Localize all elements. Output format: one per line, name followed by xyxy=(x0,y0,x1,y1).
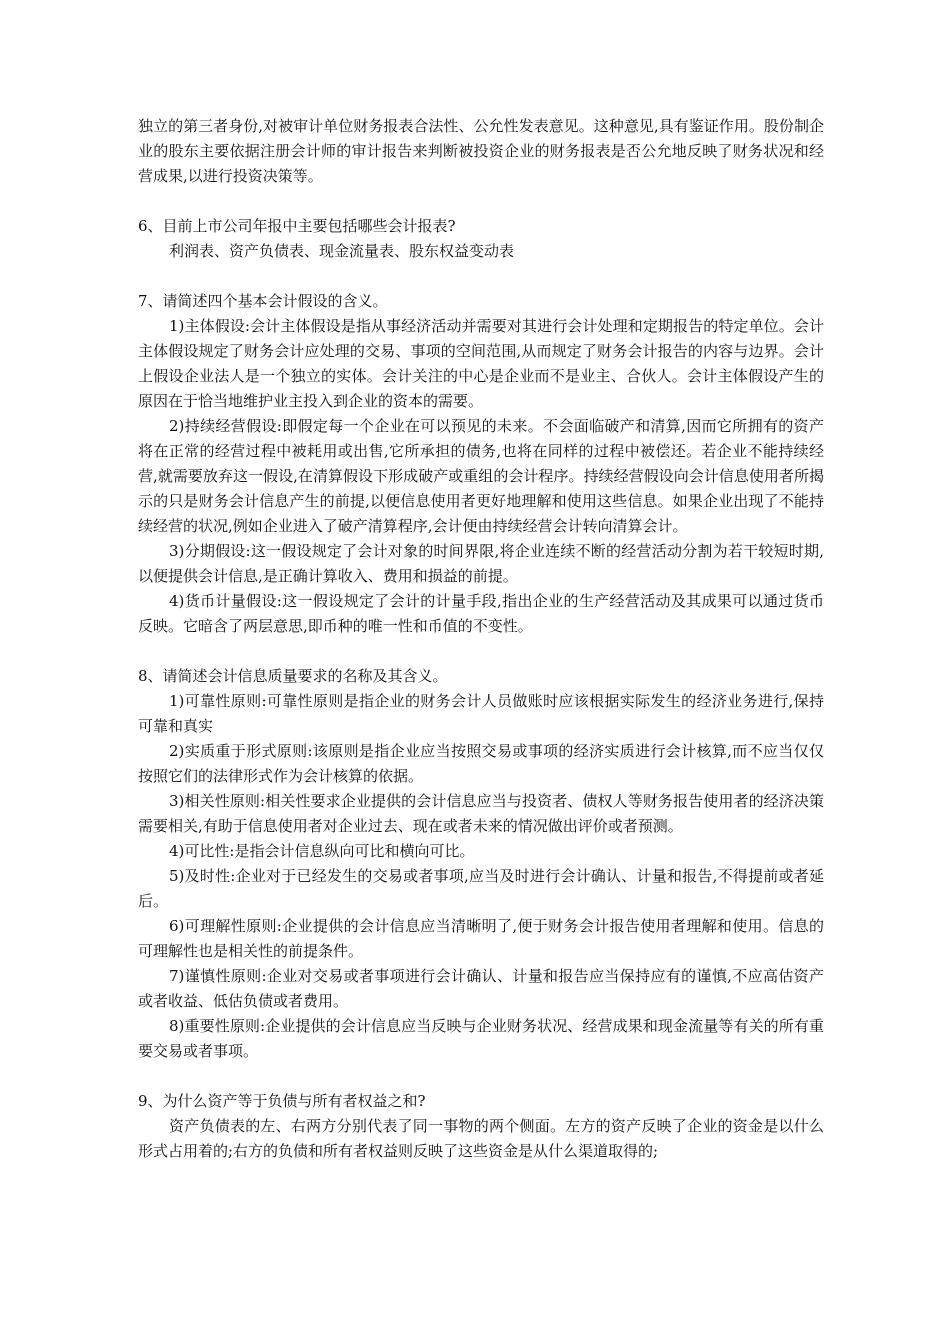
q8-item-reliability: 1)可靠性原则:可靠性原则是指企业的财务会计人员做账时应该根据实际发生的经济业务进行,保持可靠和真实 xyxy=(138,692,824,735)
q7-item-periodicity: 3)分期假设:这一假设规定了会计对象的时间界限,将企业连续不断的经营活动分割为若干较短时期,以便提供会计信息,是正确计算收入、费用和损益的前提。 xyxy=(138,542,824,585)
q7-item-subject: 1)主体假设:会计主体假设是指从事经济活动并需要对其进行会计处理和定期报告的特定单位。会计主体假设规定了财务会计应处理的交易、事项的空间范围,从而规定了财务会计报告的内容与边界。会计上假设企业法人是一个独立的实体。会计关注的中心是企业而不是业主、合伙人。会计主体假设产生的原因在于恰当地维护业主投入到企业的资本的需要。 xyxy=(138,317,824,410)
section-gap xyxy=(138,1064,824,1089)
q8-item-relevance: 3)相关性原则:相关性要求企业提供的会计信息应当与投资者、债权人等财务报告使用者的经济决策需要相关,有助于信息使用者对企业过去、现在或者未来的情况做出评价或者预测。 xyxy=(138,792,824,835)
q8-item-materiality: 8)重要性原则:企业提供的会计信息应当反映与企业财务状况、经营成果和现金流量等有关的所有重要交易或者事项。 xyxy=(138,1017,824,1060)
section-gap xyxy=(138,264,824,289)
section-gap xyxy=(138,639,824,664)
q8-item-substance: 2)实质重于形式原则:该原则是指企业应当按照交易或事项的经济实质进行会计核算,而不应当仅仅按照它们的法律形式作为会计核算的依据。 xyxy=(138,742,824,785)
q9-question: 9、为什么资产等于负债与所有者权益之和? xyxy=(138,1092,426,1110)
q8-item-understandability: 6)可理解性原则:企业提供的会计信息应当清晰明了,便于财务会计报告使用者理解和使用。信息的可理解性也是相关性的前提条件。 xyxy=(138,917,824,960)
q9-answer: 资产负债表的左、右两方分别代表了同一事物的两个侧面。左方的资产反映了企业的资金是以什么形式占用着的;右方的负债和所有者权益则反映了这些资金是从什么渠道取得的; xyxy=(138,1117,824,1160)
q7-question: 7、请简述四个基本会计假设的含义。 xyxy=(138,292,388,310)
q8-item-comparability: 4)可比性:是指会计信息纵向可比和横向可比。 xyxy=(169,842,475,860)
q7-item-monetary: 4)货币计量假设:这一假设规定了会计的计量手段,指出企业的生产经营活动及其成果可以通过货币反映。它暗含了两层意思,即币种的唯一性和币值的不变性。 xyxy=(138,592,824,635)
q6-question: 6、目前上市公司年报中主要包括哪些会计报表? xyxy=(138,217,456,235)
q7-item-going-concern: 2)持续经营假设:即假定每一个企业在可以预见的未来。不会面临破产和清算,因而它所拥有的资产将在正常的经营过程中被耗用或出售,它所承担的债务,也将在同样的过程中被偿还。若企业不能持续经营,就需要放弃这一假设,在清算假设下形成破产或重组的会计程序。持续经营假设向会计信息使用者所揭示的只是财务会计信息产生的前提,以便信息使用者更好地理解和使用这些信息。如果企业出现了不能持续经营的状况,例如企业进入了破产清算程序,会计便由持续经营会计转向清算会计。 xyxy=(138,417,824,535)
q8-item-prudence: 7)谨慎性原则:企业对交易或者事项进行会计确认、计量和报告应当保持应有的谨慎,不应高估资产或者收益、低估负债或者费用。 xyxy=(138,967,824,1010)
q8-item-timeliness: 5)及时性:企业对于已经发生的交易或者事项,应当及时进行会计确认、计量和报告,不得提前或者延后。 xyxy=(138,867,824,910)
section-gap xyxy=(138,189,824,214)
document-page xyxy=(138,114,824,1164)
q6-answer: 利润表、资产负债表、现金流量表、股东权益变动表 xyxy=(169,242,515,260)
intro-paragraph: 独立的第三者身份,对被审计单位财务报表合法性、公允性发表意见。这种意见,具有鉴证作用。股份制企业的股东主要依据注册会计师的审计报告来判断被投资企业的财务报表是否公允地反映了财务状况和经营成果,以进行投资决策等。 xyxy=(138,117,824,185)
q8-question: 8、请简述会计信息质量要求的名称及其含义。 xyxy=(138,667,448,685)
